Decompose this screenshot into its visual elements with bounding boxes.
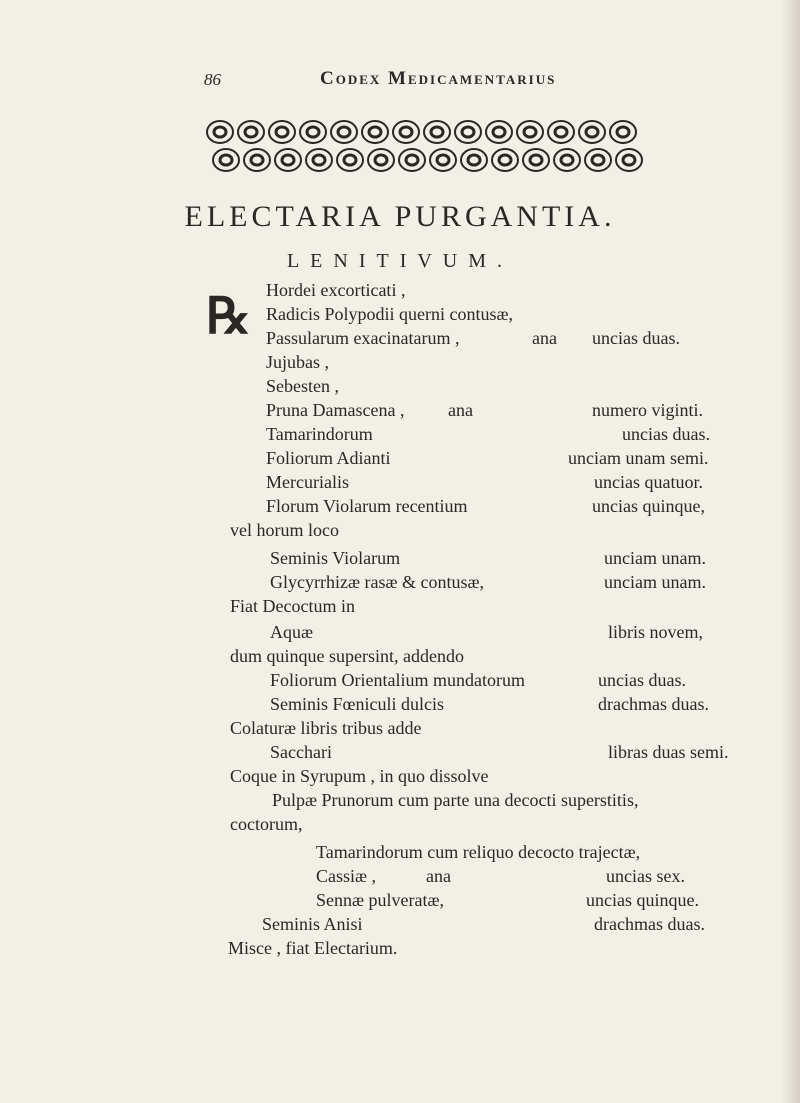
text-line: uncias quatuor.	[594, 472, 703, 492]
text-line: Cassiæ ,	[316, 866, 377, 886]
text-line: unciam unam.	[604, 572, 706, 592]
page-edge	[782, 0, 800, 1103]
page-header	[0, 70, 800, 94]
text-line: Foliorum Orientalium mundatorum	[270, 670, 525, 690]
page-subtitle: LENITIVUM.	[286, 250, 514, 272]
text-line: libras duas semi.	[608, 742, 729, 762]
text-line: Miscе , fiat Electarium.	[228, 938, 398, 958]
text-line: Pruna Damascena ,	[266, 400, 405, 420]
text-line: Tamarindorum	[266, 424, 373, 444]
text-line: Colaturæ libris tribus adde	[230, 718, 422, 738]
text-line: drachmas duas.	[598, 694, 709, 714]
page-title: ELECTARIA PURGANTIA.	[184, 200, 616, 233]
text-line: uncias quinque,	[592, 496, 705, 516]
text-line: drachmas duas.	[594, 914, 705, 934]
recipe-sign: ℞	[206, 288, 251, 344]
text-line: uncias duas.	[622, 424, 710, 444]
text-line: ana	[532, 328, 557, 348]
text-line: Radicis Polypodii querni contusæ,	[266, 304, 513, 324]
text-line: uncias duas.	[592, 328, 680, 348]
text-line: numero viginti.	[592, 400, 703, 420]
text-line: unciam unam.	[604, 548, 706, 568]
text-line: Florum Violarum recentium	[266, 496, 468, 516]
text-line: Seminis Fœniculi dulcis	[270, 694, 445, 714]
text-line: Tamarindorum cum reliquo decocto trajectæ,	[316, 842, 641, 862]
text-line: uncias quinque.	[586, 890, 699, 910]
text-line: dum quinque supersint, addendo	[230, 646, 464, 666]
text-line: Aquæ	[270, 622, 314, 642]
text-line: coctorum,	[230, 814, 303, 834]
text-line: Seminis Violarum	[270, 548, 401, 568]
text-line: Glycyrrhizæ rasæ & contusæ,	[270, 572, 484, 592]
text-line: Sebesten ,	[266, 376, 339, 396]
text-line: unciam unam semi.	[568, 448, 709, 468]
text-line: uncias duas.	[598, 670, 686, 690]
text-line: Jujubas ,	[266, 352, 329, 372]
text-line: ana	[448, 400, 473, 420]
decorative-headpiece	[204, 118, 644, 174]
text-line: Hordei excorticati ,	[266, 280, 406, 300]
text-line: Pulpæ Prunorum cum parte una decocti superstitis,	[272, 790, 639, 810]
text-line: Coque in Syrupum , in quo dissolve	[230, 766, 489, 786]
text-line: Sacchari	[270, 742, 332, 762]
text-line: Fiat Decoctum in	[230, 596, 355, 616]
text-line: Mercurialis	[266, 472, 349, 492]
text-line: Seminis Anisi	[262, 914, 363, 934]
text-line: Passularum exacinatarum ,	[266, 328, 460, 348]
text-line: libris novem,	[608, 622, 703, 642]
running-title: Codex Medicamentarius	[320, 68, 557, 89]
text-line: Sennæ pulveratæ,	[316, 890, 444, 910]
page-number: 86	[204, 70, 221, 89]
text-line: ana	[426, 866, 451, 886]
text-line: Foliorum Adianti	[266, 448, 391, 468]
text-line: uncias sex.	[606, 866, 685, 886]
text-line: vel horum loco	[230, 520, 339, 540]
